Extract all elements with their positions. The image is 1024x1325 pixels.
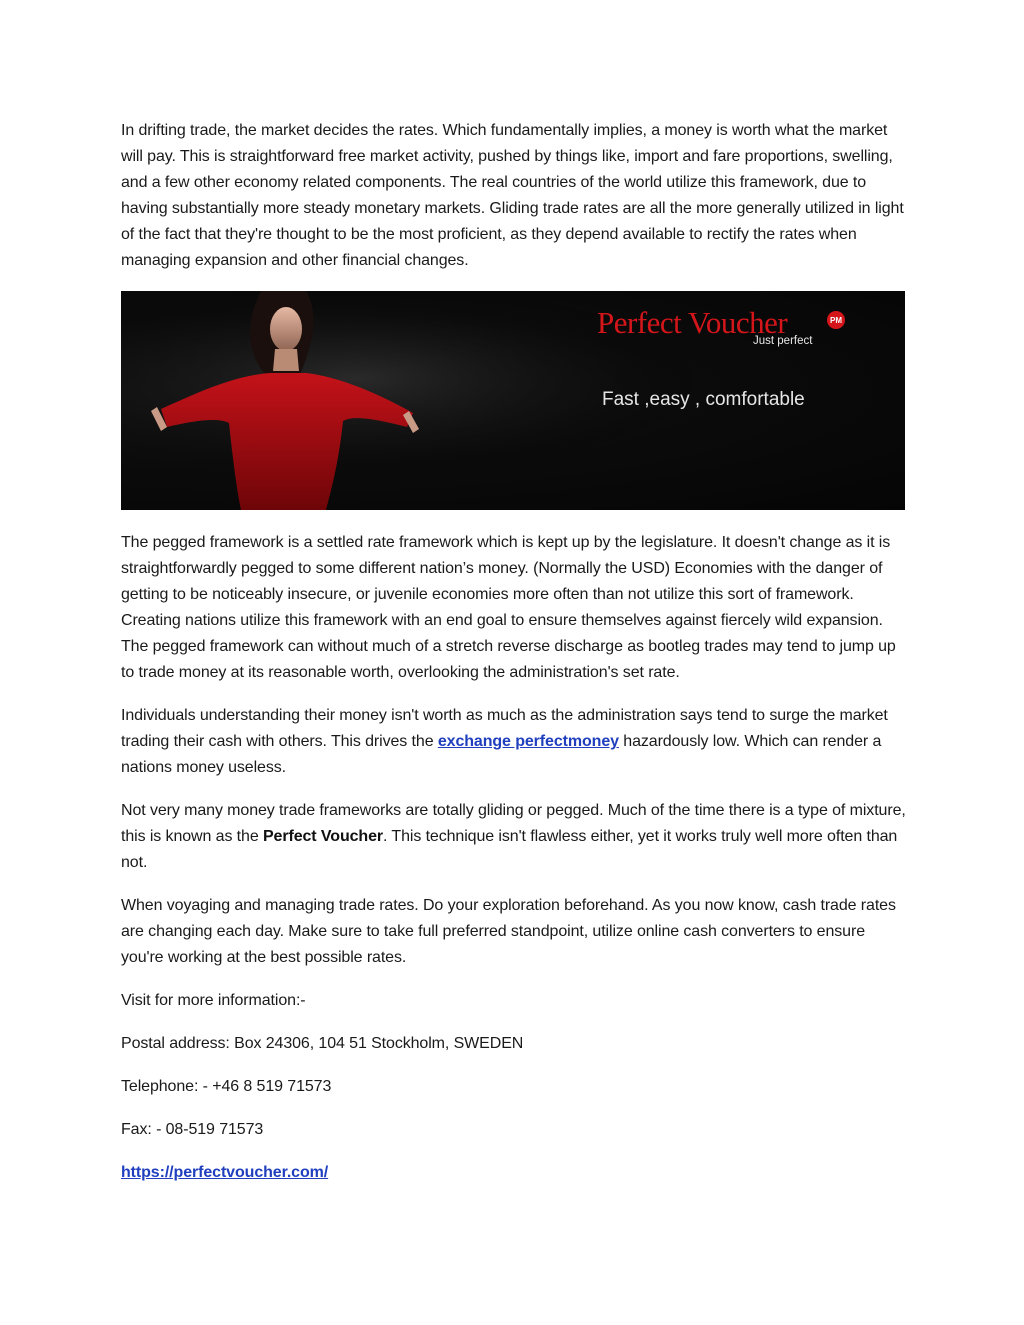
intro-paragraph: In drifting trade, the market decides the rates. Which fundamentally implies, a money is worth what the market will pay. This is straightforward free market activity, pushed by things like, import and fare proportions, swelling, and a few other economy related components. The real countries of the world utilize this framework, due to having substantially more steady monetary markets. Gliding trade rates are all the more generally utilized in light of the fact that they're thought to be the most proficient, as they depend available to rectify the rates when managing expansion and other financial changes.: [121, 122, 904, 269]
exchange-perfectmoney-link[interactable]: exchange perfectmoney: [437, 733, 619, 750]
pm-badge: PM: [827, 311, 845, 329]
perfect-voucher-banner: [121, 291, 905, 510]
website-link[interactable]: https://perfectvoucher.com/: [121, 1164, 329, 1181]
individuals-text-after: hazardously low. Which can render a nations money useless.: [121, 733, 882, 776]
voyaging-paragraph: When voyaging and managing trade rates. Do your exploration beforehand. As you now know, cash trade rates are changing each day. Make sure to take full preferred standpoint, utilize online cash converters to ensure you're working at the best possible rates.: [121, 897, 896, 966]
perfect-voucher-bold: Perfect Voucher: [262, 828, 384, 845]
brand-logo-text: Perfect Voucher: [597, 305, 788, 340]
mixture-text-before: Not very many money trade frameworks are totally gliding or pegged. Much of the time there is a type of mixture, this is known as the: [121, 802, 906, 845]
fax-line: Fax: - 08-519 71573: [121, 1121, 264, 1138]
document-page: [121, 118, 911, 1186]
banner-slogan: Fast ,easy , comfortable: [602, 389, 805, 410]
telephone-line: Telephone: - +46 8 519 71573: [121, 1078, 332, 1095]
mixture-text-after: . This technique isn't flawless either, yet it works truly well more often than not.: [121, 828, 898, 871]
visit-line: Visit for more information:-: [121, 992, 306, 1009]
pegged-paragraph: The pegged framework is a settled rate framework which is kept up by the legislature. It doesn't change as it is straightforwardly pegged to some different nation’s money. (Normally the USD) Economies with the danger of getting to be noticeably insecure, or juvenile economies more often than not utilize this sort of framework. Creating nations utilize this framework with an end goal to ensure themselves against fiercely wild expansion. The pegged framework can without much of a stretch reverse discharge as bootleg trades may tend to jump up to trade money at its reasonable worth, overlooking the administration's set rate.: [121, 534, 896, 681]
individuals-text-before: Individuals understanding their money isn't worth as much as the administration says tend to surge the market trading their cash with others. This drives the: [121, 707, 888, 750]
postal-address-line: Postal address: Box 24306, 104 51 Stockholm, SWEDEN: [121, 1035, 524, 1052]
website-line: [121, 1160, 911, 1186]
individuals-paragraph: [121, 703, 911, 781]
mixture-paragraph: [121, 798, 911, 876]
brand-tagline: Just perfect: [753, 335, 813, 347]
